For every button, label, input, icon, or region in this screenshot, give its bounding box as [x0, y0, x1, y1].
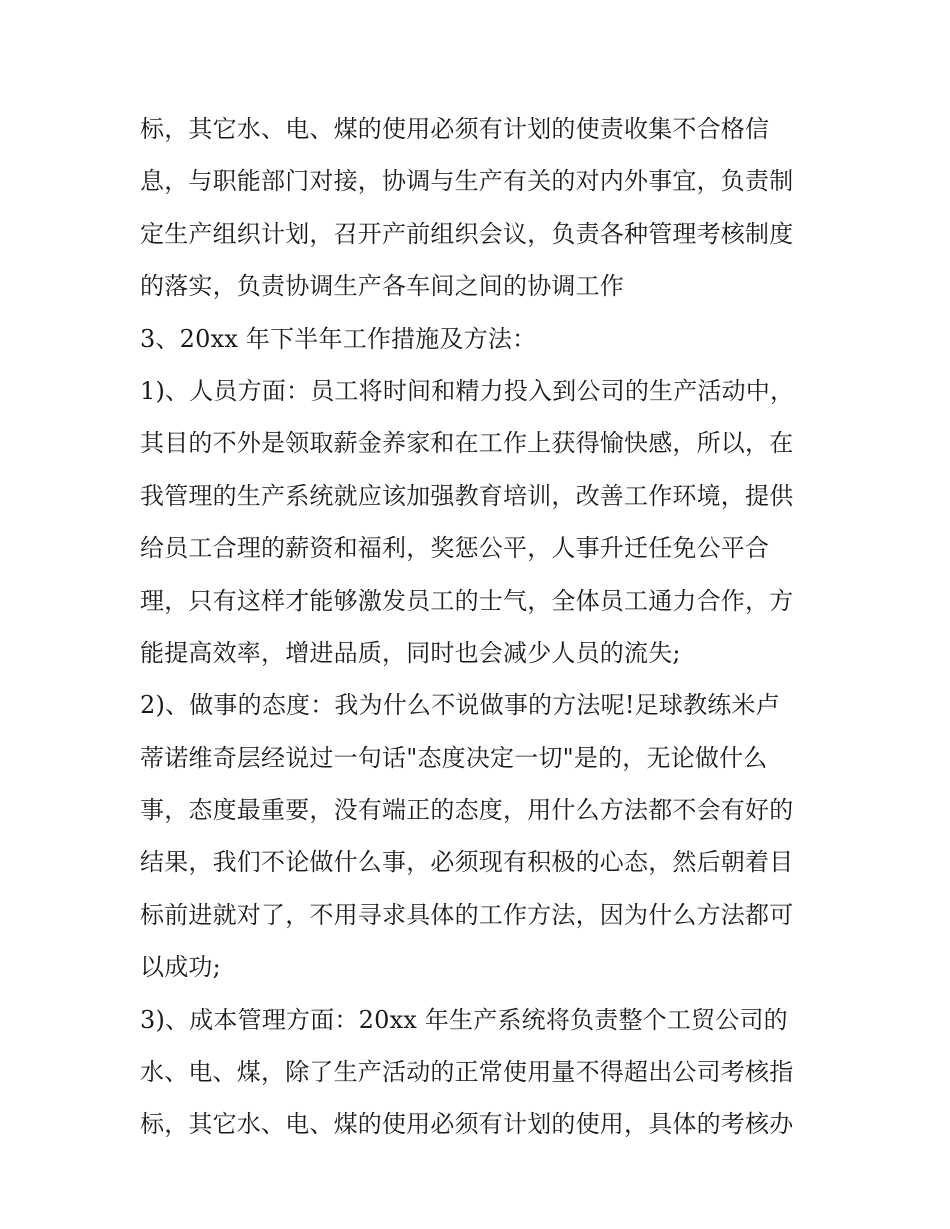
text-line: 定生产组织计划，召开产前组织会议，负责各种管理考核制度 — [140, 219, 794, 248]
body-text — [140, 103, 820, 1151]
section-heading: 3、20xx 年下半年工作措施及方法： — [140, 324, 537, 353]
text-line: 事，态度最重要，没有端正的态度，用什么方法都不会有好的 — [140, 796, 794, 825]
text-line: 蒂诺维奇层经说过一句话"态度决定一切"是的，无论做什么 — [140, 743, 768, 772]
text-line: 以成功; — [140, 953, 221, 982]
text-line: 其目的不外是领取薪金养家和在工作上获得愉快感，所以，在 — [140, 429, 794, 458]
text-line: 理，只有这样才能够激发员工的士气，全体员工通力合作，方 — [140, 586, 794, 615]
text-line: 3)、成本管理方面：20xx 年生产系统将负责整个工贸公司的 — [140, 1005, 788, 1034]
text-line: 2)、做事的态度：我为什么不说做事的方法呢!足球教练米卢 — [140, 691, 780, 720]
text-line: 的落实，负责协调生产各车间之间的协调工作 — [140, 272, 624, 301]
text-line: 结果，我们不论做什么事，必须现有积极的心态，然后朝着目 — [140, 848, 794, 877]
text-line: 水、电、煤，除了生产活动的正常使用量不得超出公司考核指 — [140, 1058, 794, 1087]
text-line: 息，与职能部门对接，协调与生产有关的对内外事宜，负责制 — [140, 167, 794, 196]
text-line: 标，其它水、电、煤的使用必须有计划的使用，具体的考核办 — [140, 1110, 794, 1139]
text-line: 1)、人员方面：员工将时间和精力投入到公司的生产活动中， — [140, 376, 795, 405]
text-line: 给员工合理的薪资和福利，奖惩公平，人事升迁任免公平合 — [140, 534, 770, 563]
text-line: 标，其它水、电、煤的使用必须有计划的使责收集不合格信 — [140, 115, 770, 143]
text-line: 标前进就对了，不用寻求具体的工作方法，因为什么方法都可 — [140, 900, 794, 929]
text-line: 能提高效率，增进品质，同时也会减少人员的流失; — [140, 638, 681, 667]
text-line: 我管理的生产系统就应该加强教育培训，改善工作环境，提供 — [140, 481, 794, 510]
